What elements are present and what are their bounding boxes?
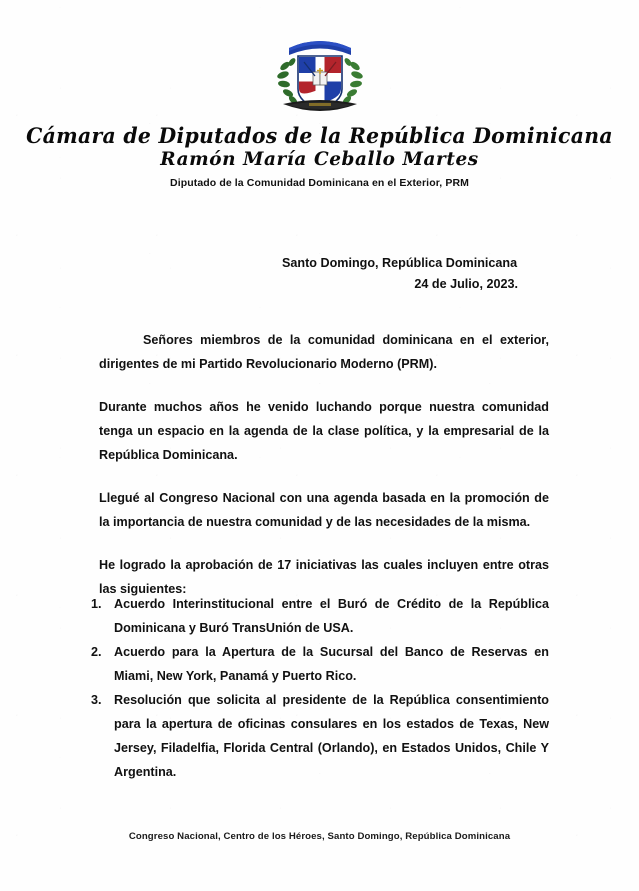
body-paragraph: Señores miembros de la comunidad dominicana en el exterior, dirigentes de mi Partido Revolucionario Moderno (PRM). [99, 333, 549, 371]
deputy-role: Diputado de la Comunidad Dominicana en el Exterior, PRM [170, 176, 469, 189]
letter-body [99, 328, 549, 601]
dominican-republic-coat-of-arms-icon [269, 32, 371, 122]
deputy-name: Ramón María Ceballo Martes [160, 148, 479, 171]
emblem-container [0, 30, 639, 122]
organization-title: Cámara de Diputados de la República Dominicana [26, 123, 613, 148]
footer-address: Congreso Nacional, Centro de los Héroes, Santo Domingo, República Dominicana [128, 831, 511, 842]
dateblock-city: Santo Domingo, República Dominicana [282, 256, 518, 270]
body-paragraph: Llegué al Congreso Nacional con una agenda basada en la promoción de la importancia de nuestra comunidad y de las necesidades de la misma. [99, 491, 549, 529]
list-item: Resolución que solicita al presidente de la República consentimiento para la apertura de oficinas consulares en los estados de Texas, New Jersey, Filadelfia, Florida Central (Orlando), en Estados Unidos, Chile Y Argentina. [114, 693, 549, 779]
body-paragraph: Durante muchos años he venido luchando porque nuestra comunidad tenga un espacio en la agenda de la clase política, y la empresarial de la República Dominicana. [99, 400, 549, 462]
body-paragraph: He logrado la aprobación de 17 iniciativas las cuales incluyen entre otras las siguientes: [99, 558, 549, 596]
list-item: Acuerdo Interinstitucional entre el Buró de Crédito de la República Dominicana y Buró TransUnión de USA. [114, 597, 549, 635]
dateblock-date: 24 de Julio, 2023. [414, 277, 518, 291]
initiatives-list [91, 592, 549, 784]
dateblock [282, 253, 518, 295]
letterhead [0, 30, 639, 189]
list-item: Acuerdo para la Apertura de la Sucursal del Banco de Reservas en Miami, New York, Panamá y Puerto Rico. [114, 645, 549, 683]
